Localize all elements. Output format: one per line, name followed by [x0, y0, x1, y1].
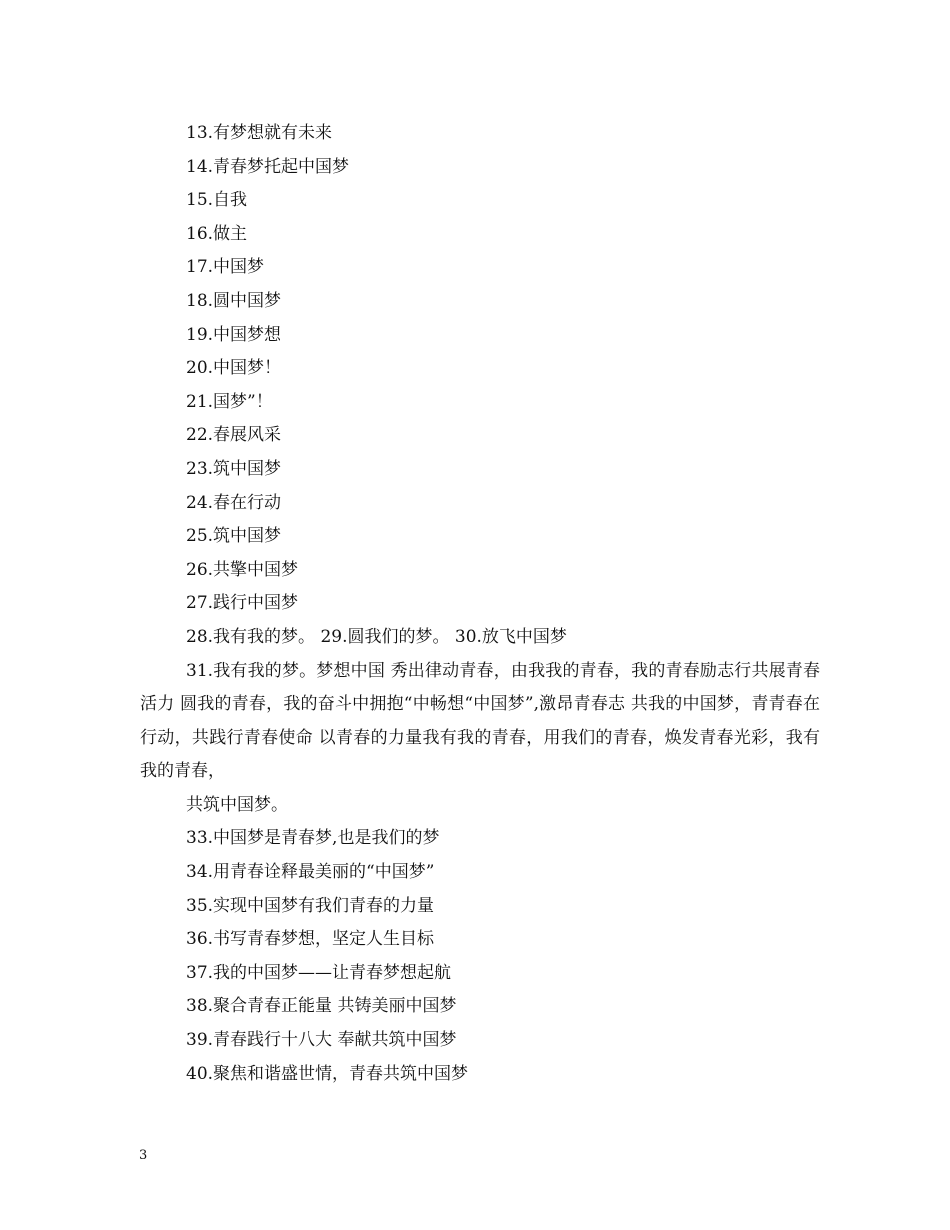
paragraph-31-end: 共筑中国梦。: [186, 794, 288, 815]
list-item: 20.中国梦！: [186, 358, 282, 379]
list-item: 40.聚焦和谐盛世情，青春共筑中国梦: [186, 1063, 469, 1084]
list-item: 25.筑中国梦: [186, 526, 282, 547]
list-item: 15.自我: [186, 190, 248, 211]
list-item: 27.践行中国梦: [186, 593, 299, 614]
list-item: 18.圆中国梦: [186, 290, 282, 311]
page-number: 3: [139, 1148, 148, 1163]
list-item: 16.做主: [186, 223, 248, 244]
list-item: 21.国梦”！: [186, 391, 273, 412]
list-item: 34.用青春诠释最美丽的“中国梦”: [186, 862, 435, 883]
list-item: 28.我有我的梦。 29.圆我们的梦。 30.放飞中国梦: [186, 626, 567, 647]
list-item: 14.青春梦托起中国梦: [186, 156, 350, 177]
document-body: [140, 117, 820, 1091]
list-item: 36.书写青春梦想，坚定人生目标: [186, 929, 435, 950]
list-item: 23.筑中国梦: [186, 458, 282, 479]
list-item: 35.实现中国梦有我们青春的力量: [186, 895, 435, 916]
list-item: 39.青春践行十八大 奉献共筑中国梦: [186, 1030, 457, 1051]
list-item: 38.聚合青春正能量 共铸美丽中国梦: [186, 996, 457, 1017]
list-item: 37.我的中国梦——让青春梦想起航: [186, 962, 452, 983]
list-item: 13.有梦想就有未来: [186, 123, 333, 143]
list-item: 26.共擎中国梦: [186, 559, 299, 580]
list-item: 33.中国梦是青春梦,也是我们的梦: [186, 828, 440, 849]
list-item: 17.中国梦: [186, 257, 265, 278]
list-item: 19.中国梦想: [186, 324, 282, 345]
list-item: 24.春在行动: [186, 492, 282, 513]
list-item: 22.春展风采: [186, 425, 282, 446]
paragraph-31: 31.我有我的梦。梦想中国 秀出律动青春，由我我的青春，我的青春励志行共展青春活力 圆我的青春，我的奋斗中拥抱“中畅想“中国梦”,激昂青春志 共我的中国梦，青青春在行动，共践行青春使命 以青春的力量我有我的青春，用我们的青春，焕发青春光彩，我有我的青春，: [140, 660, 820, 782]
